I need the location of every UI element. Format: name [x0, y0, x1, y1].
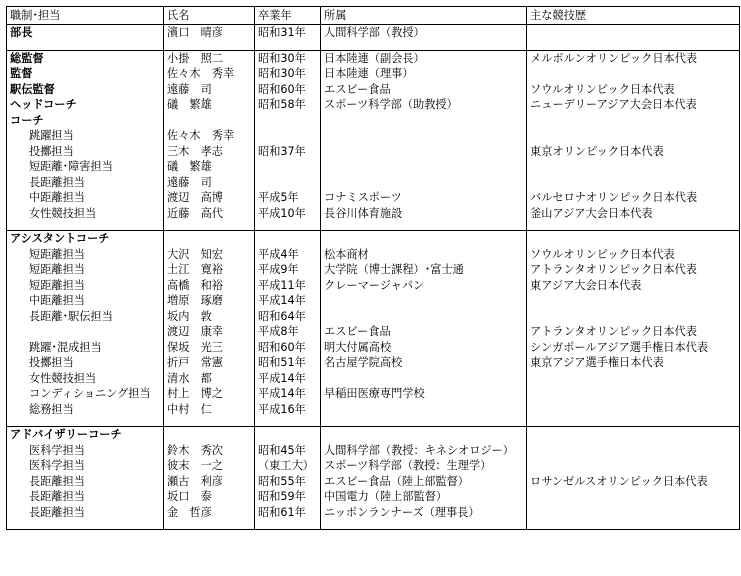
- header-record: 主な競技歴: [527, 7, 740, 25]
- cell-name: [164, 231, 255, 247]
- cell-record: [527, 159, 740, 175]
- cell-role: 跳躍･混成担当: [7, 340, 164, 356]
- cell-name: 折戸 常憲: [164, 355, 255, 371]
- table-row: [7, 50, 740, 66]
- cell-role: 短距離担当: [7, 262, 164, 278]
- spacer-cell: [321, 41, 527, 51]
- cell-role: 投擲担当: [7, 144, 164, 160]
- cell-name: [164, 113, 255, 129]
- cell-affiliation: [321, 371, 527, 387]
- cell-role: 投擲担当: [7, 355, 164, 371]
- cell-affiliation: 明大付属高校: [321, 340, 527, 356]
- spacer-cell: [255, 520, 321, 530]
- spacer-cell: [255, 417, 321, 427]
- cell-year: 昭和51年: [255, 355, 321, 371]
- cell-record: [527, 293, 740, 309]
- cell-record: [527, 128, 740, 144]
- cell-year: 平成14年: [255, 386, 321, 402]
- cell-name: 礒 繁雄: [164, 97, 255, 113]
- cell-role: 長距離担当: [7, 474, 164, 490]
- cell-affiliation: 日本陸連（副会長）: [321, 50, 527, 66]
- cell-role: [7, 324, 164, 340]
- group-spacer: [7, 520, 740, 530]
- cell-role: 女性競技担当: [7, 206, 164, 222]
- cell-record: [527, 489, 740, 505]
- spacer-cell: [7, 520, 164, 530]
- table-row: [7, 309, 740, 325]
- table-row: [7, 231, 740, 247]
- cell-affiliation: [321, 113, 527, 129]
- cell-name: 清水 都: [164, 371, 255, 387]
- cell-role: 短距離担当: [7, 278, 164, 294]
- cell-name: 坂内 敦: [164, 309, 255, 325]
- cell-affiliation: エスビー食品: [321, 82, 527, 98]
- cell-role: 短距離･障害担当: [7, 159, 164, 175]
- table-row: [7, 113, 740, 129]
- cell-year: [255, 175, 321, 191]
- cell-name: 鈴木 秀次: [164, 443, 255, 459]
- cell-affiliation: [321, 402, 527, 418]
- group-spacer: [7, 41, 740, 51]
- cell-role: 部長: [7, 25, 164, 41]
- cell-record: [527, 66, 740, 82]
- cell-affiliation: 中国電力（陸上部監督）: [321, 489, 527, 505]
- cell-role: アシスタントコーチ: [7, 231, 164, 247]
- cell-year: 平成14年: [255, 293, 321, 309]
- cell-role: アドバイザリーコーチ: [7, 427, 164, 443]
- spacer-cell: [255, 221, 321, 231]
- cell-affiliation: スポーツ科学部（助教授）: [321, 97, 527, 113]
- table-row: [7, 489, 740, 505]
- cell-record: シンガポールアジア選手権日本代表: [527, 340, 740, 356]
- spacer-cell: [527, 41, 740, 51]
- cell-record: 東アジア大会日本代表: [527, 278, 740, 294]
- cell-name: 土江 寛裕: [164, 262, 255, 278]
- spacer-cell: [527, 221, 740, 231]
- cell-affiliation: [321, 144, 527, 160]
- table-row: [7, 175, 740, 191]
- cell-record: [527, 443, 740, 459]
- cell-name: 坂口 泰: [164, 489, 255, 505]
- table-row: [7, 278, 740, 294]
- cell-affiliation: 大学院（博士課程）･富士通: [321, 262, 527, 278]
- cell-name: 瀬古 利彦: [164, 474, 255, 490]
- cell-role: 総務担当: [7, 402, 164, 418]
- table-row: [7, 190, 740, 206]
- table-row: [7, 427, 740, 443]
- cell-name: 遠藤 司: [164, 82, 255, 98]
- cell-year: [255, 128, 321, 144]
- cell-name: [164, 427, 255, 443]
- cell-role: 駅伝監督: [7, 82, 164, 98]
- cell-affiliation: ニッポンランナーズ（理事長）: [321, 505, 527, 521]
- spacer-cell: [527, 417, 740, 427]
- cell-record: [527, 427, 740, 443]
- table-row: [7, 206, 740, 222]
- cell-record: [527, 505, 740, 521]
- cell-record: [527, 175, 740, 191]
- spacer-cell: [164, 520, 255, 530]
- cell-name: 高橋 和裕: [164, 278, 255, 294]
- cell-name: 礒 繁雄: [164, 159, 255, 175]
- cell-record: [527, 402, 740, 418]
- table-row: [7, 262, 740, 278]
- spacer-cell: [7, 221, 164, 231]
- cell-name: 渡辺 高博: [164, 190, 255, 206]
- table-row: [7, 144, 740, 160]
- cell-record: 釜山アジア大会日本代表: [527, 206, 740, 222]
- cell-name: 佐々木 秀幸: [164, 128, 255, 144]
- cell-record: [527, 25, 740, 41]
- cell-role: 中距離担当: [7, 293, 164, 309]
- cell-affiliation: [321, 231, 527, 247]
- header-row: [7, 7, 740, 25]
- spacer-cell: [321, 520, 527, 530]
- cell-record: ソウルオリンピック日本代表: [527, 82, 740, 98]
- spacer-cell: [164, 417, 255, 427]
- cell-name: 近藤 高代: [164, 206, 255, 222]
- cell-year: 平成11年: [255, 278, 321, 294]
- cell-affiliation: 名古屋学院高校: [321, 355, 527, 371]
- cell-name: 佐々木 秀幸: [164, 66, 255, 82]
- cell-year: 平成5年: [255, 190, 321, 206]
- cell-record: ロサンゼルスオリンピック日本代表: [527, 474, 740, 490]
- cell-role: 長距離･駅伝担当: [7, 309, 164, 325]
- header-affiliation: 所属: [321, 7, 527, 25]
- cell-year: [255, 231, 321, 247]
- table-row: [7, 340, 740, 356]
- cell-role: 長距離担当: [7, 505, 164, 521]
- cell-record: ニューデリーアジア大会日本代表: [527, 97, 740, 113]
- cell-year: 昭和60年: [255, 340, 321, 356]
- cell-name: 保坂 光三: [164, 340, 255, 356]
- cell-year: 平成9年: [255, 262, 321, 278]
- cell-year: 昭和58年: [255, 97, 321, 113]
- table-row: [7, 25, 740, 41]
- cell-record: [527, 113, 740, 129]
- table-row: [7, 371, 740, 387]
- cell-affiliation: [321, 427, 527, 443]
- table-row: [7, 458, 740, 474]
- cell-name: 濱口 晴彦: [164, 25, 255, 41]
- cell-role: コーチ: [7, 113, 164, 129]
- spacer-cell: [527, 520, 740, 530]
- cell-affiliation: [321, 293, 527, 309]
- cell-year: 平成4年: [255, 247, 321, 263]
- spacer-cell: [321, 221, 527, 231]
- cell-year: 平成10年: [255, 206, 321, 222]
- table-row: [7, 324, 740, 340]
- cell-name: 中村 仁: [164, 402, 255, 418]
- cell-affiliation: クレーマージャパン: [321, 278, 527, 294]
- cell-record: メルボルンオリンピック日本代表: [527, 50, 740, 66]
- header-year: 卒業年: [255, 7, 321, 25]
- cell-record: バルセロナオリンピック日本代表: [527, 190, 740, 206]
- cell-record: [527, 386, 740, 402]
- cell-role: 短距離担当: [7, 247, 164, 263]
- cell-year: 昭和60年: [255, 82, 321, 98]
- cell-affiliation: [321, 309, 527, 325]
- cell-role: 医科学担当: [7, 443, 164, 459]
- cell-role: ヘッドコーチ: [7, 97, 164, 113]
- cell-year: 昭和45年: [255, 443, 321, 459]
- cell-affiliation: [321, 128, 527, 144]
- table-row: [7, 128, 740, 144]
- table-row: [7, 355, 740, 371]
- spacer-cell: [164, 41, 255, 51]
- cell-year: [255, 113, 321, 129]
- cell-role: コンディショニング担当: [7, 386, 164, 402]
- cell-year: （東工大）: [255, 458, 321, 474]
- cell-role: 医科学担当: [7, 458, 164, 474]
- cell-record: 東京オリンピック日本代表: [527, 144, 740, 160]
- table-row: [7, 66, 740, 82]
- cell-record: [527, 231, 740, 247]
- cell-year: 昭和55年: [255, 474, 321, 490]
- header-name: 氏名: [164, 7, 255, 25]
- spacer-cell: [321, 417, 527, 427]
- cell-year: 平成14年: [255, 371, 321, 387]
- cell-year: 昭和37年: [255, 144, 321, 160]
- cell-affiliation: 日本陸連（理事）: [321, 66, 527, 82]
- cell-name: 小掛 照二: [164, 50, 255, 66]
- cell-year: 平成8年: [255, 324, 321, 340]
- cell-name: 三木 孝志: [164, 144, 255, 160]
- cell-role: 総監督: [7, 50, 164, 66]
- table-row: [7, 82, 740, 98]
- table-row: [7, 402, 740, 418]
- spacer-cell: [7, 41, 164, 51]
- cell-role: 長距離担当: [7, 489, 164, 505]
- cell-affiliation: エスビー食品: [321, 324, 527, 340]
- cell-role: 監督: [7, 66, 164, 82]
- cell-name: 遠藤 司: [164, 175, 255, 191]
- cell-name: 金 哲彦: [164, 505, 255, 521]
- cell-year: 昭和61年: [255, 505, 321, 521]
- table-row: [7, 443, 740, 459]
- cell-role: 跳躍担当: [7, 128, 164, 144]
- table-row: [7, 386, 740, 402]
- group-spacer: [7, 417, 740, 427]
- cell-record: 東京アジア選手権日本代表: [527, 355, 740, 371]
- cell-record: [527, 309, 740, 325]
- cell-affiliation: 人間科学部（教授）: [321, 25, 527, 41]
- table-row: [7, 247, 740, 263]
- cell-year: 昭和59年: [255, 489, 321, 505]
- cell-role: 中距離担当: [7, 190, 164, 206]
- cell-year: [255, 427, 321, 443]
- cell-year: 平成16年: [255, 402, 321, 418]
- cell-record: アトランタオリンピック日本代表: [527, 324, 740, 340]
- table-row: [7, 159, 740, 175]
- cell-affiliation: エスビー食品（陸上部監督）: [321, 474, 527, 490]
- cell-name: 増原 琢磨: [164, 293, 255, 309]
- staff-table: [6, 6, 740, 530]
- cell-name: 村上 博之: [164, 386, 255, 402]
- table-row: [7, 505, 740, 521]
- cell-name: 大沢 知宏: [164, 247, 255, 263]
- table-row: [7, 97, 740, 113]
- cell-record: [527, 371, 740, 387]
- cell-year: [255, 159, 321, 175]
- table-row: [7, 293, 740, 309]
- cell-record: [527, 458, 740, 474]
- spacer-cell: [7, 417, 164, 427]
- cell-affiliation: 松本商材: [321, 247, 527, 263]
- cell-affiliation: [321, 175, 527, 191]
- group-spacer: [7, 221, 740, 231]
- spacer-cell: [255, 41, 321, 51]
- header-role: 職制･担当: [7, 7, 164, 25]
- spacer-cell: [164, 221, 255, 231]
- cell-year: 昭和30年: [255, 50, 321, 66]
- cell-affiliation: スポーツ科学部（教授：生理学）: [321, 458, 527, 474]
- cell-year: 昭和64年: [255, 309, 321, 325]
- cell-affiliation: 長谷川体育施設: [321, 206, 527, 222]
- cell-record: アトランタオリンピック日本代表: [527, 262, 740, 278]
- cell-record: ソウルオリンピック日本代表: [527, 247, 740, 263]
- cell-affiliation: コナミスポーツ: [321, 190, 527, 206]
- cell-affiliation: 早稲田医療専門学校: [321, 386, 527, 402]
- cell-year: 昭和30年: [255, 66, 321, 82]
- table-row: [7, 474, 740, 490]
- cell-name: 渡辺 康幸: [164, 324, 255, 340]
- cell-name: 彼末 一之: [164, 458, 255, 474]
- cell-year: 昭和31年: [255, 25, 321, 41]
- cell-role: 長距離担当: [7, 175, 164, 191]
- cell-affiliation: [321, 159, 527, 175]
- cell-role: 女性競技担当: [7, 371, 164, 387]
- cell-affiliation: 人間科学部（教授：キネシオロジー）: [321, 443, 527, 459]
